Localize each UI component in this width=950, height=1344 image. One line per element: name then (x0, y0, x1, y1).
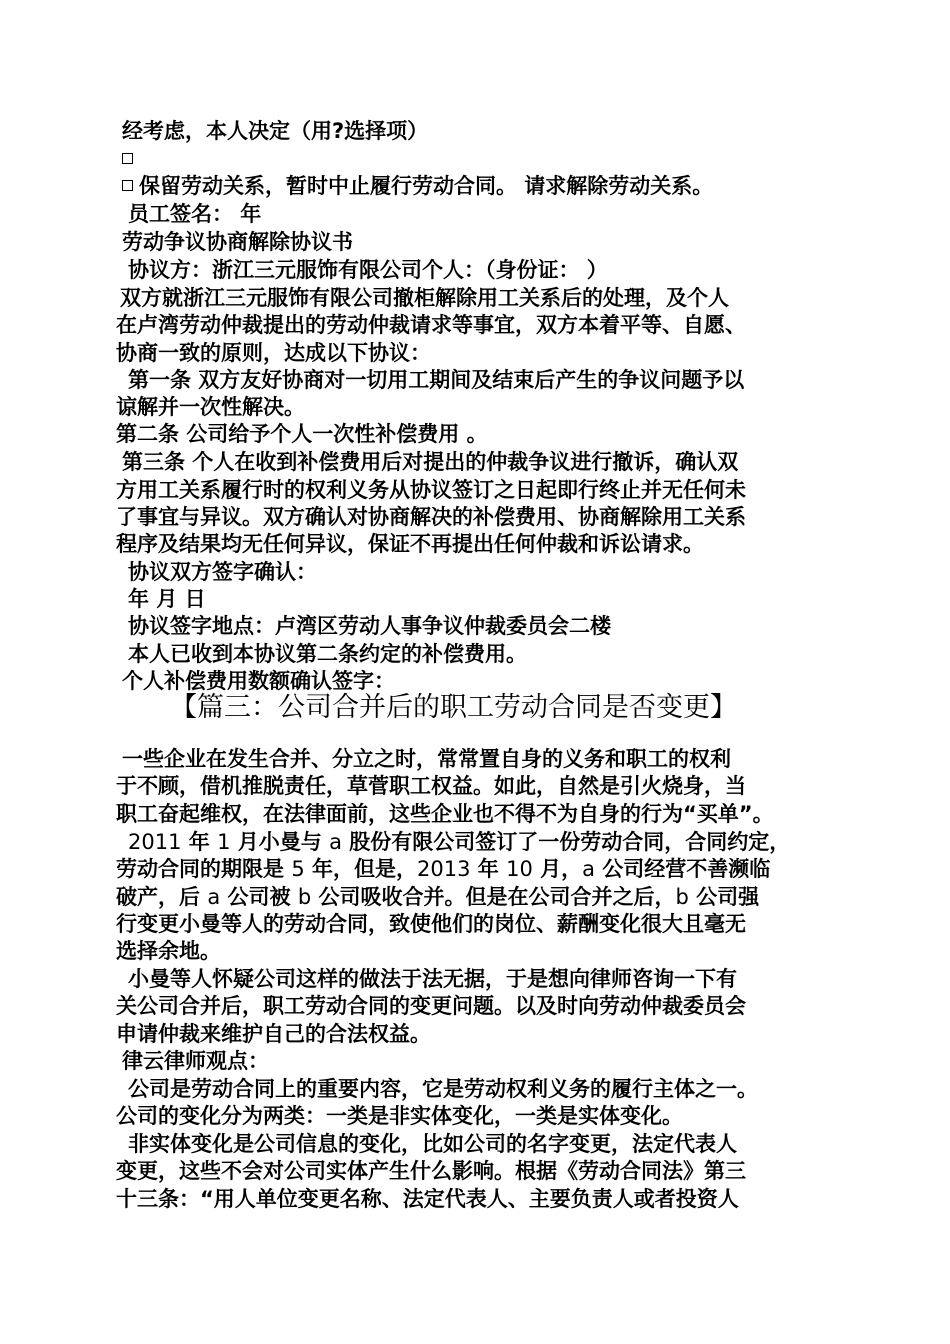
article-paragraph-line: 破产，后 a 公司被 b 公司吸收合并。但是在公司合并之后，b 公司强 (116, 885, 760, 909)
article-paragraph-line: 非实体变化是公司信息的变化，比如公司的名字变更，法定代表人 (128, 1132, 737, 1156)
article-paragraph-line: 选择余地。 (116, 939, 221, 963)
article-one-line: 谅解并一次性解决。 (116, 395, 305, 419)
option-text: 保留劳动关系，暂时中止履行劳动合同。 请求解除劳动关系。 (139, 174, 714, 198)
article-paragraph-line: 关公司合并后，职工劳动合同的变更问题。以及时向劳动仲裁委员会 (116, 994, 746, 1018)
article-paragraph-line: 小曼等人怀疑公司这样的做法于法无据，于是想向律师咨询一下有 (128, 967, 737, 991)
paragraph-line: 在卢湾劳动仲裁提出的劳动仲裁请求等事宜，双方本着平等、自愿、 (116, 313, 746, 337)
checkbox-icon[interactable] (122, 153, 133, 164)
article-paragraph-line: 2011 年 1 月小曼与 a 股份有限公司签订了一份劳动合同，合同约定， (128, 830, 791, 854)
article-two-line: 第二条 公司给予个人一次性补偿费用 。 (116, 422, 488, 446)
option-line (122, 173, 713, 200)
decision-line: 经考虑，本人决定（用?选择项） (122, 119, 429, 143)
received-line: 本人已收到本协议第二条约定的补偿费用。 (128, 642, 527, 666)
article-paragraph-line: 公司的变化分为两类：一类是非实体变化，一类是实体变化。 (116, 1104, 683, 1128)
article-three-line: 第三条 个人在收到补偿费用后对提出的仲裁争议进行撤诉，确认双 (122, 450, 739, 474)
article-paragraph-line: 于不顾，借机推脱责任，草菅职工权益。如此，自然是引火烧身，当 (116, 774, 746, 798)
lawyer-opinion-label: 律云律师观点： (122, 1049, 269, 1073)
article-paragraph-line: 公司是劳动合同上的重要内容，它是劳动权利义务的履行主体之一。 (128, 1077, 758, 1101)
article-paragraph-line: 劳动合同的期限是 5 年，但是，2013 年 10 月，a 公司经营不善濒临 (116, 857, 771, 881)
article-three-line: 方用工关系履行时的权利义务从协议签订之日起即行终止并无任何未 (116, 478, 746, 502)
empty-checkbox-line (122, 146, 139, 173)
article-three-line: 了事宜与异议。双方确认对协商解决的补偿费用、协商解除用工关系 (116, 505, 746, 529)
article-three-line: 程序及结果均无任何异议，保证不再提出任何仲裁和诉讼请求。 (116, 532, 704, 556)
article-paragraph-line: 职工奋起维权，在法律面前，这些企业也不得不为自身的行为“买单”。 (116, 802, 774, 826)
paragraph-line: 协商一致的原则，达成以下协议： (116, 341, 431, 365)
checkbox-icon[interactable] (122, 180, 133, 191)
article-paragraph-line: 行变更小曼等人的劳动合同，致使他们的岗位、薪酬变化很大且毫无 (116, 912, 746, 936)
employee-signature-line: 员工签名： 年 (128, 202, 262, 226)
section-heading: 【篇三：公司合并后的职工劳动合同是否变更】 (170, 692, 737, 723)
article-one-line: 第一条 双方友好协商对一切用工期间及结束后产生的争议问题予以 (128, 368, 745, 392)
article-paragraph-line: 申请仲裁来维护自己的合法权益。 (116, 1022, 431, 1046)
article-paragraph-line: 一些企业在发生合并、分立之时，常常置自身的义务和职工的权利 (122, 747, 731, 771)
date-line: 年 月 日 (128, 587, 206, 611)
parties-line: 协议方：浙江三元服饰有限公司个人：（身份证： ） (128, 258, 608, 282)
amount-signature-line: 个人补偿费用数额确认签字： (122, 669, 395, 693)
location-line: 协议签字地点：卢湾区劳动人事争议仲裁委员会二楼 (128, 614, 611, 638)
signature-confirm-line: 协议双方签字确认： (128, 560, 317, 584)
article-paragraph-line: 变更，这些不会对公司实体产生什么影响。根据《劳动合同法》第三 (116, 1159, 746, 1183)
article-paragraph-line: 十三条：“用人单位变更名称、法定代表人、主要负责人或者投资人 (116, 1187, 739, 1211)
agreement-title: 劳动争议协商解除协议书 (122, 230, 353, 254)
paragraph-line: 双方就浙江三元服饰有限公司撤柜解除用工关系后的处理，及个人 (120, 286, 729, 310)
